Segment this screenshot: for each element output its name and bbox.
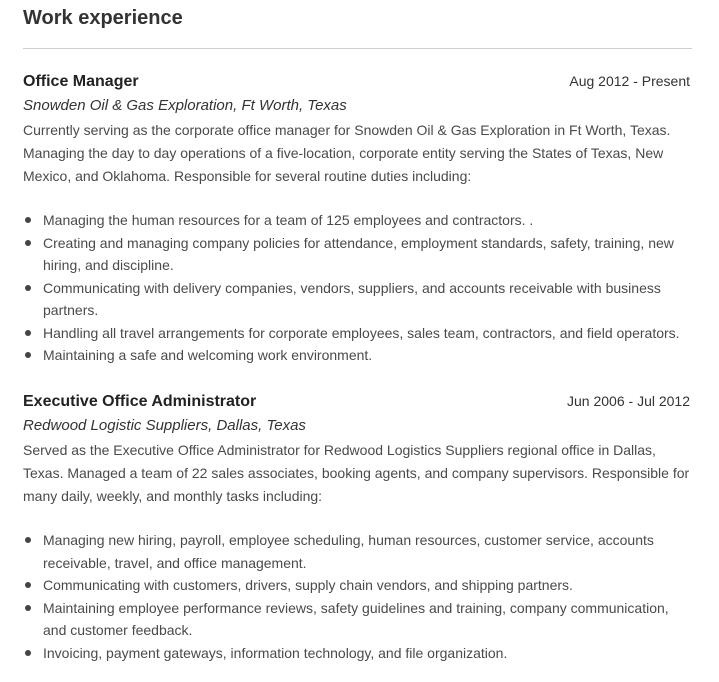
list-item-text: Managing the human resources for a team of 125 employees and contractors. .	[43, 212, 534, 228]
list-item	[23, 232, 693, 277]
list-item	[23, 344, 693, 367]
bullet-icon	[25, 285, 31, 291]
section-title: Work experience	[23, 7, 183, 29]
list-item	[23, 209, 693, 232]
list-item-text: Managing new hiring, payroll, employee scheduling, human resources, customer service, accounts receivable, travel, and office management.	[43, 532, 654, 571]
section-divider	[23, 48, 692, 49]
list-item	[23, 642, 693, 665]
job-title: Office Manager	[23, 73, 139, 90]
list-item-text: Maintaining a safe and welcoming work environment.	[43, 347, 373, 363]
list-item-text: Communicating with delivery companies, vendors, suppliers, and accounts receivable with business partners.	[43, 279, 661, 318]
job-entry-office-manager	[23, 70, 693, 367]
bullet-icon	[25, 582, 31, 588]
bullet-icon	[25, 330, 31, 336]
bullet-icon	[25, 240, 31, 246]
job-dates: Jun 2006 - Jul 2012	[567, 393, 690, 409]
job-entry-executive-office-administrator	[23, 390, 693, 664]
list-item-text: Invoicing, payment gateways, information technology, and file organization.	[43, 644, 508, 661]
list-item-text: Creating and managing company policies for attendance, employment standards, safety, training, new hiring, and discipline.	[43, 234, 674, 273]
bullet-icon	[25, 537, 31, 543]
list-item-text: Communicating with customers, drivers, supply chain vendors, and shipping partners.	[43, 577, 573, 593]
job-duties-list	[23, 209, 693, 367]
job-description: Served as the Executive Office Administrator for Redwood Logistics Suppliers regional office in Dallas, Texas. Managed a team of 22 sales associates, booking agents, and company supervisors. Responsible for many daily, weekly, and monthly tasks including:	[23, 442, 690, 504]
job-company: Snowden Oil & Gas Exploration, Ft Worth, Texas	[23, 97, 347, 114]
job-dates: Aug 2012 - Present	[569, 73, 690, 89]
bullet-icon	[25, 352, 31, 358]
job-header	[23, 70, 693, 94]
list-item	[23, 574, 693, 597]
job-duties-list	[23, 529, 693, 664]
list-item-text: Handling all travel arrangements for corporate employees, sales team, contractors, and field operators.	[43, 324, 680, 341]
job-title: Executive Office Administrator	[23, 393, 257, 410]
list-item	[23, 597, 693, 642]
list-item-text: Maintaining employee performance reviews, safety guidelines and training, company communication, and customer feedback.	[43, 599, 669, 638]
job-header	[23, 390, 693, 414]
bullet-icon	[25, 605, 31, 611]
list-item	[23, 277, 693, 322]
job-description: Currently serving as the corporate office manager for Snowden Oil & Gas Exploration in Ft Worth, Texas. Managing the day to day operations of a five-location, corporate entity serving the States of Texas, New Mexico, and Oklahoma. Responsible for several routine duties including:	[23, 122, 671, 184]
list-item	[23, 322, 693, 345]
job-company: Redwood Logistic Suppliers, Dallas, Texas	[23, 417, 306, 434]
bullet-icon	[25, 217, 31, 223]
bullet-icon	[25, 650, 31, 656]
list-item	[23, 529, 693, 574]
